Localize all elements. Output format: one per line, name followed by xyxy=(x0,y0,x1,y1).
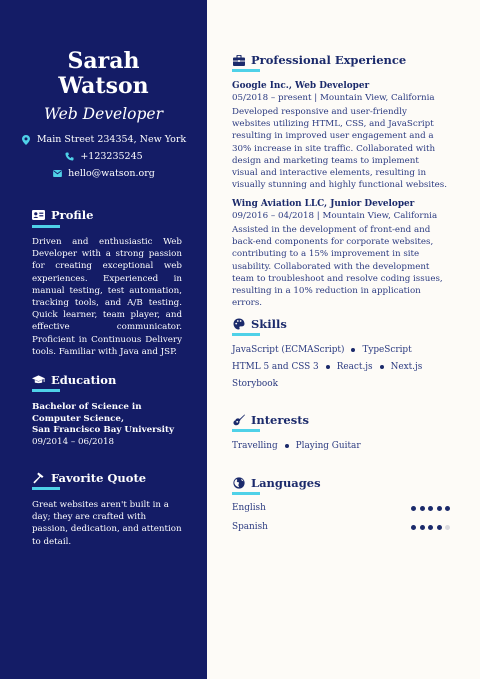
skill-item: Storybook xyxy=(232,379,278,389)
phone-text: +123235245 xyxy=(80,151,143,162)
language-row xyxy=(232,522,450,532)
contact-email xyxy=(0,168,207,179)
rating-dot xyxy=(445,525,450,530)
email-text: hello@watson.org xyxy=(68,168,155,179)
rating-dot xyxy=(411,506,416,511)
rating-dot xyxy=(420,506,425,511)
profile-heading-text: Profile xyxy=(51,208,94,222)
education-dates: 09/2014 – 06/2018 xyxy=(32,437,115,447)
interests-heading xyxy=(232,413,309,427)
id-card-icon xyxy=(32,209,45,221)
address-text: Main Street 234354, New York xyxy=(36,134,187,145)
education-heading xyxy=(32,373,116,387)
profile-heading xyxy=(32,208,93,222)
guitar-icon xyxy=(232,414,245,426)
bullet-dot xyxy=(285,444,289,448)
skill-item: React.js xyxy=(336,362,373,372)
phone-icon xyxy=(64,151,75,162)
bullet-dot xyxy=(326,365,330,369)
skills-heading xyxy=(232,317,287,331)
language-name: Spanish xyxy=(232,522,268,532)
interests-underline xyxy=(232,429,260,432)
job-title: Google Inc., Web Developer xyxy=(232,81,370,91)
skills-row xyxy=(232,379,278,389)
skills-underline xyxy=(232,333,260,336)
experience-underline xyxy=(232,69,260,72)
languages-underline xyxy=(232,492,260,495)
quote-heading-text: Favorite Quote xyxy=(51,471,147,485)
sidebar xyxy=(0,0,207,679)
quote-underline xyxy=(32,487,60,490)
job-title: Wing Aviation LLC, Junior Developer xyxy=(232,199,415,209)
languages-heading-text: Languages xyxy=(251,476,321,490)
contact-address xyxy=(0,134,207,145)
rating-dot xyxy=(411,525,416,530)
language-rating xyxy=(408,525,451,530)
education-heading-text: Education xyxy=(51,373,117,387)
first-name: Sarah xyxy=(67,48,140,74)
profile-underline xyxy=(32,225,60,228)
rating-dot xyxy=(428,506,433,511)
job-description: Developed responsive and user-friendly websites utilizing HTML, CSS, and JavaScript resulting in improved user engagement and a 30% increase in site traffic. Collaborated with design and marketing teams to implement visual and interactive elements, resulting in visually stunning and highly functional websites. xyxy=(232,107,447,191)
education-underline xyxy=(32,389,60,392)
interests-heading-text: Interests xyxy=(251,413,310,427)
palette-icon xyxy=(232,318,245,330)
skill-item: JavaScript (ECMAScript) xyxy=(232,345,345,355)
job-meta: 05/2018 – present | Mountain View, California xyxy=(232,93,435,103)
profile-text: Driven and enthusiastic Web Developer with a strong passion for creating exceptional web experiences. Experienced in manual testing, test automation, tracking tools, and A/B testing. Quick learner, team player, and effective communicator. Proficient in Continuous Delivery tools. Familiar with Java and JSP. xyxy=(32,237,182,357)
experience-heading xyxy=(232,53,406,67)
experience-heading-text: Professional Experience xyxy=(251,53,407,67)
rating-dot xyxy=(420,525,425,530)
education-degree: Bachelor of Science in Computer Science, xyxy=(32,402,142,424)
language-rating xyxy=(408,506,451,511)
interests-row xyxy=(232,441,361,451)
last-name: Watson xyxy=(58,73,149,99)
graduation-cap-icon xyxy=(32,374,45,386)
education-school: San Francisco Bay University xyxy=(32,425,175,435)
skill-item: HTML 5 and CSS 3 xyxy=(232,362,319,372)
interest-item: Travelling xyxy=(232,441,278,451)
skill-item: Next.js xyxy=(390,362,423,372)
bullet-dot xyxy=(380,365,384,369)
skills-row xyxy=(232,362,422,372)
languages-heading xyxy=(232,476,321,490)
person-name xyxy=(0,49,207,99)
bullet-dot xyxy=(351,348,355,352)
interest-item: Playing Guitar xyxy=(295,441,361,451)
rating-dot xyxy=(445,506,450,511)
rating-dot xyxy=(437,506,442,511)
hammer-icon xyxy=(32,472,45,484)
quote-heading xyxy=(32,471,146,485)
contact-phone xyxy=(0,151,207,162)
location-pin-icon xyxy=(21,134,32,145)
envelope-icon xyxy=(52,168,63,179)
globe-icon xyxy=(232,477,245,489)
job-role: Web Developer xyxy=(43,105,163,123)
skills-row xyxy=(232,345,412,355)
language-name: English xyxy=(232,503,266,513)
briefcase-icon xyxy=(232,54,245,66)
rating-dot xyxy=(428,525,433,530)
language-row xyxy=(232,503,450,513)
quote-text: Great websites aren't built in a day; they are crafted with passion, dedication, and attention to detail. xyxy=(32,500,182,547)
rating-dot xyxy=(437,525,442,530)
skill-item: TypeScript xyxy=(362,345,412,355)
job-meta: 09/2016 – 04/2018 | Mountain View, California xyxy=(232,211,438,221)
skills-heading-text: Skills xyxy=(251,317,287,331)
job-description: Assisted in the development of front-end and back-end components for corporate websites, contributing to a 15% improvement in site usability. Collaborated with the development team to troubleshoot and resolve coding issues, resulting in a 10% reduction in application errors. xyxy=(232,225,443,309)
